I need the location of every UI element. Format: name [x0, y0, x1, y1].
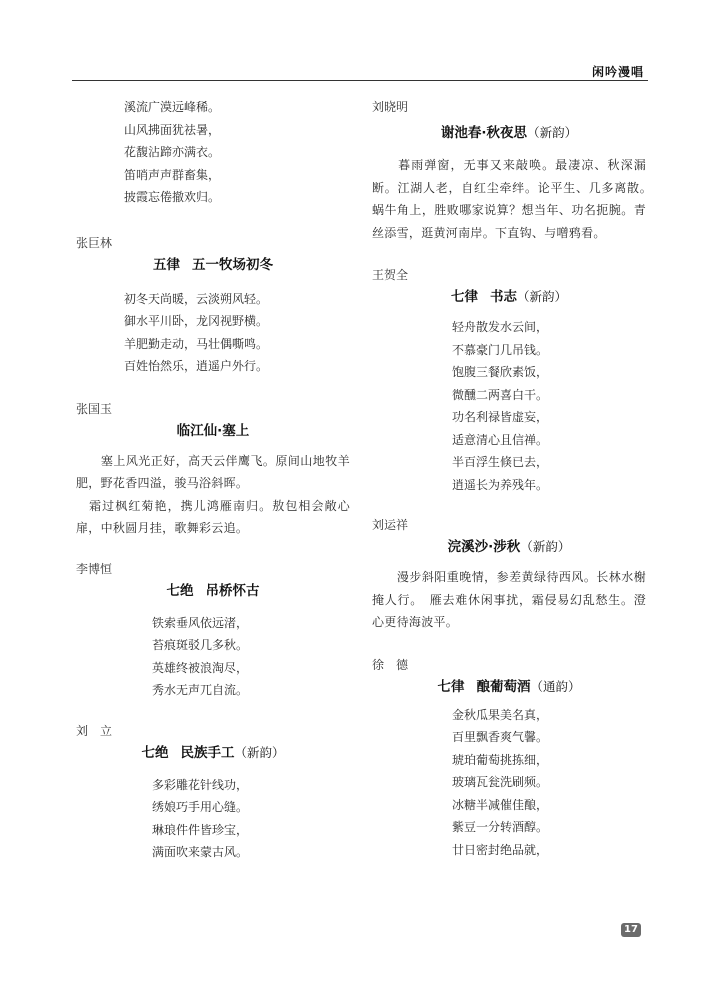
- page-number-badge: 17: [621, 923, 641, 937]
- poem-author: 刘运祥: [372, 518, 409, 532]
- poem-author: 王贺全: [372, 268, 409, 282]
- poem-line: 披霞忘倦撤欢归。: [124, 190, 221, 204]
- poem-line: 羊肥勤走动，马壮偶嘶鸣。: [124, 336, 269, 351]
- poem-body: [372, 704, 646, 862]
- poem-name: 酿葡萄酒: [476, 678, 531, 695]
- poem-line: 秀水无声兀自流。: [152, 683, 249, 697]
- poem-line: 百姓怡然乐，逍遥户外行。: [124, 359, 269, 373]
- poem-body: [372, 566, 646, 634]
- rhyme-note: （新韵）: [234, 744, 285, 760]
- poem-line: 逍遥长为养残年。: [452, 477, 549, 492]
- rhyme-note: （新韵）: [516, 289, 567, 304]
- poem-line: 饱腹三餐欣素饭，: [452, 365, 549, 379]
- section-title: 闲吟漫唱: [591, 65, 644, 79]
- poem-form: 五律: [153, 256, 180, 273]
- poem-author: 徐 德: [372, 657, 409, 672]
- poem-form: 七律: [437, 678, 465, 695]
- poem-author: 李博恒: [76, 561, 113, 576]
- poem-body: [76, 612, 350, 702]
- poem-author: 张国玉: [76, 401, 113, 416]
- poem-line: 花馥沾蹄亦满衣。: [124, 145, 221, 159]
- poem-name: 谢池春·秋夜思: [440, 125, 528, 141]
- poem-paragraph: 暮雨弹窗，无事又来敲唤。最凄凉、秋深漏断。江湖人老，自红尘牵绊。论平生、几多离散。 蜗牛角上，胜败哪家说算？想当年、功名扼腕。青丝添雪，逛黄河南岸。下直钩、与噌鸦看。: [372, 158, 659, 240]
- poem-paragraph: 塞上风光正好，高天云伴鹰飞。原间山地牧羊肥，野花香四溢，骏马浴斜晖。: [76, 453, 350, 490]
- poem-body: [372, 316, 646, 496]
- poem-form: 七绝: [141, 744, 169, 761]
- left-column: [76, 96, 350, 864]
- rhyme-note: （通韵）: [530, 678, 581, 694]
- poem-line: 铁索垂风依远渚，: [152, 615, 249, 630]
- poem-line: 冰糖半减催佳酿，: [452, 797, 549, 812]
- poem-line: 笛哨声声群畜集，: [124, 167, 221, 182]
- poem-line: 琥珀葡萄挑拣细，: [452, 752, 549, 767]
- poem-paragraph: 霜过枫红菊艳，携儿鸿雁南归。敖包相会敞心扉，中秋圆月挂，歌舞彩云追。: [76, 498, 350, 535]
- poem-form: 七绝: [166, 582, 194, 599]
- poem-author: 刘晓明: [372, 100, 409, 114]
- poem-line: 适意清心且信禅。: [452, 432, 549, 447]
- poem-title: [372, 676, 646, 698]
- poem-line: 不慕豪门几吊钱。: [452, 342, 549, 357]
- poem-title: [76, 254, 350, 276]
- poem-line: 御水平川卧，龙冈视野横。: [124, 314, 269, 328]
- poem-line: 初冬天尚暖，云淡朔风轻。: [124, 291, 269, 306]
- poem-line: 绣娘巧手用心缝。: [152, 800, 249, 814]
- poem-paragraph: 漫步斜阳重晚情，参差黄绿待西风。长林水榭掩人行。 雁去难休闲事扰，霜侵易幻乱愁生。澄心更待海波平。: [372, 570, 646, 629]
- poem-line: 多彩雕花针线功，: [152, 777, 249, 792]
- continued-poem: [76, 96, 350, 209]
- poem-line: 金秋瓜果美名真，: [452, 707, 549, 722]
- poem-line: 廿日密封绝品就，: [452, 842, 549, 857]
- poem-body: [76, 450, 350, 540]
- poem-body: [76, 774, 350, 864]
- poem-body: [372, 154, 659, 244]
- poem-title: [372, 536, 646, 558]
- poem-line: 英雄终被浪淘尽，: [152, 660, 249, 675]
- poem-title: [372, 122, 646, 144]
- poem-name: 民族手工: [180, 744, 235, 761]
- poem-title: [76, 580, 350, 602]
- poem-name: 吊桥怀古: [205, 582, 260, 599]
- poem-line: 微醺二两喜白干。: [452, 387, 549, 402]
- right-column: [372, 96, 659, 861]
- poem-line: 百里飘香爽气馨。: [452, 730, 549, 744]
- poem-title: [372, 286, 646, 308]
- poem-author: 刘 立: [76, 723, 113, 738]
- poem-line: 满面吹来蒙古风。: [152, 845, 249, 859]
- poem-name: 浣溪沙·涉秋: [447, 539, 521, 555]
- header-rule: [72, 80, 648, 81]
- poem-line: 半百浮生倏已去，: [452, 455, 549, 469]
- poem-line: 苔痕斑驳几多秋。: [152, 638, 249, 652]
- poem-author: 张巨林: [76, 235, 113, 250]
- poem-form: 七律: [450, 289, 478, 305]
- poem-line: 山风拂面犹祛暑，: [124, 122, 221, 137]
- rhyme-note: （新韵）: [520, 539, 571, 554]
- poem-body: [76, 288, 350, 378]
- poem-name: 临江仙·塞上: [176, 422, 250, 439]
- poem-line: 紫豆一分转酒醇。: [452, 820, 549, 834]
- poem-name: 五一牧场初冬: [192, 256, 273, 273]
- poem-line: 功名利禄皆虚妄，: [452, 410, 549, 424]
- poem-line: 溪流广漠远峰稀。: [124, 100, 221, 114]
- poem-line: 轻舟散发水云间，: [452, 320, 549, 334]
- poem-line: 琳琅件件皆珍宝，: [152, 822, 249, 837]
- poem-name: 书志: [489, 289, 517, 305]
- poem-title: [76, 742, 350, 764]
- rhyme-note: （新韵）: [527, 125, 578, 140]
- poem-line: 玻璃瓦瓮洗刷频。: [452, 775, 549, 789]
- poem-title: [76, 420, 350, 442]
